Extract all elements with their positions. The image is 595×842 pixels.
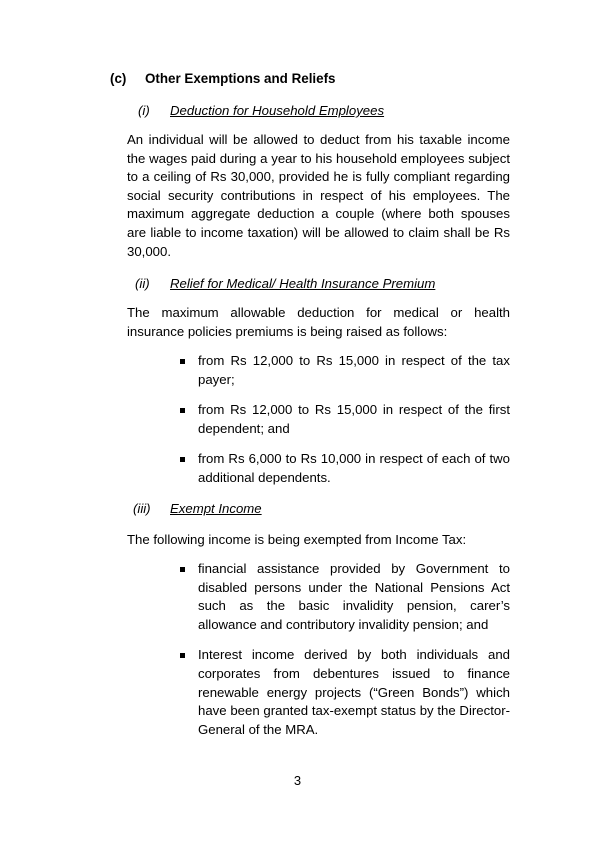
bullet-icon (180, 359, 185, 364)
subsection-number: (iii) (133, 501, 151, 516)
list-item: from Rs 6,000 to Rs 10,000 in respect of each of two additional dependents. (180, 450, 510, 487)
medical-deduction-list (180, 352, 510, 488)
subsection-title: Relief for Medical/ Health Insurance Premium (170, 276, 436, 291)
subsection-heading-iii (133, 501, 262, 516)
subsection-title: Exempt Income (170, 501, 262, 516)
list-item: Interest income derived by both individuals and corporates from debentures issued to finance renewable energy projects (“Green Bonds”) which have been granted tax-exempt status by the Director-General of the MRA. (180, 646, 510, 739)
list-item: from Rs 12,000 to Rs 15,000 in respect of the first dependent; and (180, 401, 510, 438)
subsection-number: (i) (138, 103, 150, 118)
subsection-heading-i (138, 103, 384, 118)
subsection-title: Deduction for Household Employees (170, 103, 385, 118)
section-heading (110, 71, 336, 86)
paragraph-household-employees: An individual will be allowed to deduct from his taxable income the wages paid during a year to his household employees subject to a ceiling of Rs 30,000, provided he is fully compliant regarding social security contributions in respect of his employees. The maximum aggregate deduction a couple (where both spouses are liable to income taxation) will be allowed to claim shall be Rs 30,000. (127, 132, 510, 259)
paragraph-medical-insurance: The maximum allowable deduction for medical or health insurance policies premiums is being raised as follows: (127, 305, 510, 339)
exempt-income-list (180, 560, 510, 739)
bullet-icon (180, 408, 185, 413)
section-title: Other Exemptions and Reliefs (145, 71, 336, 86)
page-number: 3 (293, 773, 302, 788)
paragraph-exempt-income: The following income is being exempted from Income Tax: (127, 532, 467, 547)
bullet-icon (180, 653, 185, 658)
bullet-icon (180, 567, 185, 572)
section-number: (c) (110, 71, 127, 86)
subsection-number: (ii) (135, 276, 150, 291)
bullet-icon (180, 457, 185, 462)
list-item: financial assistance provided by Government to disabled persons under the National Pensions Act such as the basic invalidity pension, carer’s allowance and contributory invalidity pension; and (180, 560, 510, 634)
subsection-heading-ii (135, 276, 435, 291)
list-item: from Rs 12,000 to Rs 15,000 in respect of the tax payer; (180, 352, 510, 389)
